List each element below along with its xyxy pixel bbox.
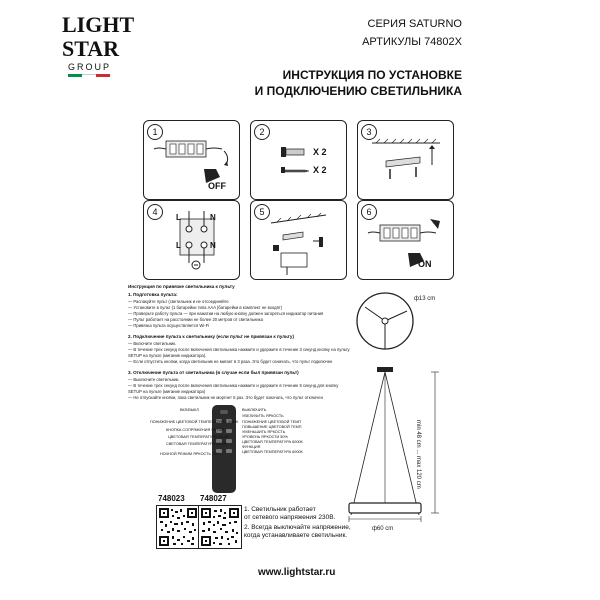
instructions-title: Инструкция по привязке светильника к пульту [128,284,235,289]
off-label: OFF [208,181,226,191]
screw-anchor-icon [251,121,346,199]
note-2-line-1: 2. Всегда выключайте напряжение, [244,524,351,531]
note-1-line-1: 1. Светильник работает [244,506,316,513]
remote-label-left: ВКЛ/ВЫКЛ [180,408,199,412]
remote-label-right: ЦВЕТОВАЯ ТЕМПЕРАТУРА 6000К [242,450,303,454]
section-2-heading: 2. Подключение пульта к светильнику (если пульт не привязан к пульту) [128,334,295,339]
remote-label-right: УВЕЛИЧИТЬ ЯРКОСТЬ [242,414,284,418]
section-1-line: — Пульт работает на расстоянии не более 20 метров от светильника [128,317,263,322]
ceiling-bracket-icon [358,121,453,199]
terminal-l-bottom: L [176,241,181,250]
italian-flag-icon [68,74,110,77]
terminal-n-top: N [210,213,216,222]
height-dimension: min 48 cm ... max 120 cm [415,420,421,489]
section-1-line: — Установите в пульт (1 батарейки типа AAA (батарейки в комплект не входят) [128,305,283,310]
title-line-2: И ПОДКЛЮЧЕНИЮ СВЕТИЛЬНИКА [254,84,462,98]
section-1-line: — Привязка пульта осуществляется Wi-Fi [128,323,210,328]
screw-count: X 2 [313,165,327,175]
remote-label-left: ЦВЕТОВАЯ ТЕМПЕРАТУРА 3000К [168,435,229,439]
section-3-line: — Выключите светильник. [128,377,180,382]
section-1-heading: 1. Подготовка пульта: [128,292,178,297]
power-on-icon [358,201,453,279]
step-number: 4 [147,204,163,220]
step-number: 2 [254,124,270,140]
remote-label-right: УРОВЕНЬ ЯРКОСТИ 50% [242,435,288,439]
step-number: 6 [361,204,377,220]
title-line-1: ИНСТРУКЦИЯ ПО УСТАНОВКЕ [282,68,462,82]
remote-label-right: ПОНИЖЕНИЕ ЦВЕТОВОЙ ТЕМП [242,420,302,424]
section-2-line: — Если отпустить кнопки, когда светильник не мигает в 3 раза. Это будет означать, что пульт подключен [128,359,333,364]
remote-label-left: КНОПКА СОПРЯЖЕНИЯ SETUP [166,428,224,432]
qr-code-1-icon[interactable] [156,505,200,549]
remote-label-right: ФУНКЦИЯ [242,445,261,449]
article-codes: АРТИКУЛЫ 74802X [362,36,462,48]
note-1-line-2: от сетевого напряжения 230В. [244,514,336,521]
section-2-line: — Включите светильник. [128,341,177,346]
article-2: 748027 [200,494,227,503]
note-2-line-2: когда устанавливаете светильник. [244,532,348,539]
section-2-line: SETUP на пульте (мигание индикатора). [128,353,207,358]
section-3-line: — Не отпускайте кнопки, пока светильник не моргнет 5 раз. Это будет означать, что пульт отключен [128,395,323,400]
terminal-l-top: L [176,213,181,222]
logo-line-3: GROUP [68,62,112,72]
wiring-diagram-icon [144,201,239,279]
section-1-line: — Проверьте работу пульта — при нажатии на любую кнопку должен загореться индикатор питания [128,311,324,316]
step-number: 5 [254,204,270,220]
step-number: 1 [147,124,163,140]
article-1: 748023 [158,494,185,503]
mounting-icon [251,201,346,279]
remote-label-right: ВЫКЛЮЧИТЬ [242,408,267,412]
qr-code-2-icon[interactable] [198,505,242,549]
remote-control [212,405,236,493]
logo-line-2: STAR [62,36,120,61]
remote-label-left: НОЧНОЙ РЕЖИМ ЯРКОСТЬ 10% [160,452,220,456]
pendant-lamp-drawing [345,285,465,525]
series-name: СЕРИЯ SATURNO [367,18,462,30]
step-1-panel [143,120,240,200]
section-3-line: — В течение трех секунд после включения светильника нажмите и удержите в течение 5 секунд для кнопку [128,383,339,388]
remote-label-right: УМЕНЬШИТЬ ЯРКОСТЬ [242,430,286,434]
anchor-count: X 2 [313,147,327,157]
section-2-line: — В течение трех секунд после включения светильника нажмите и удержите в течение 3 секунд кнопку на пульту [128,347,350,352]
on-label: ON [418,259,432,269]
section-3-heading: 3. Отключение пульта от светильника (в случае если был привязан пульт) [128,370,299,375]
step-2-panel [250,120,347,200]
diameter-dimension: ф60 cm [372,526,394,532]
remote-label-left: СВЕТОВАЯ ТЕМПЕРАТУРА 4000К [166,442,227,446]
remote-label-right: ПОВЫШЕНИЕ ЦВЕТОВОЙ ТЕМП [242,425,302,429]
step-number: 3 [361,124,377,140]
section-3-line: SETUP на пульте (мигание индикатора) [128,389,206,394]
logo-line-1: LIGHT [62,12,135,37]
terminal-n-bottom: N [210,241,216,250]
step-6-panel [357,200,454,280]
section-1-line: — Распакуйте пульт (светильник и не отсоединяйте [128,299,229,304]
remote-label-left: ПОНИЖЕНИЕ ЦВЕТОВОЙ ТЕМПЕРАТУРЫ 3000К [150,420,239,424]
ring-dimension: ф13 cm [414,296,436,302]
step-3-panel [357,120,454,200]
step-4-panel [143,200,240,280]
step-5-panel [250,200,347,280]
website-link[interactable]: www.lightstar.ru [258,567,336,578]
remote-label-right: ЦВЕТОВАЯ ТЕМПЕРАТУРА 6000К [242,440,303,444]
